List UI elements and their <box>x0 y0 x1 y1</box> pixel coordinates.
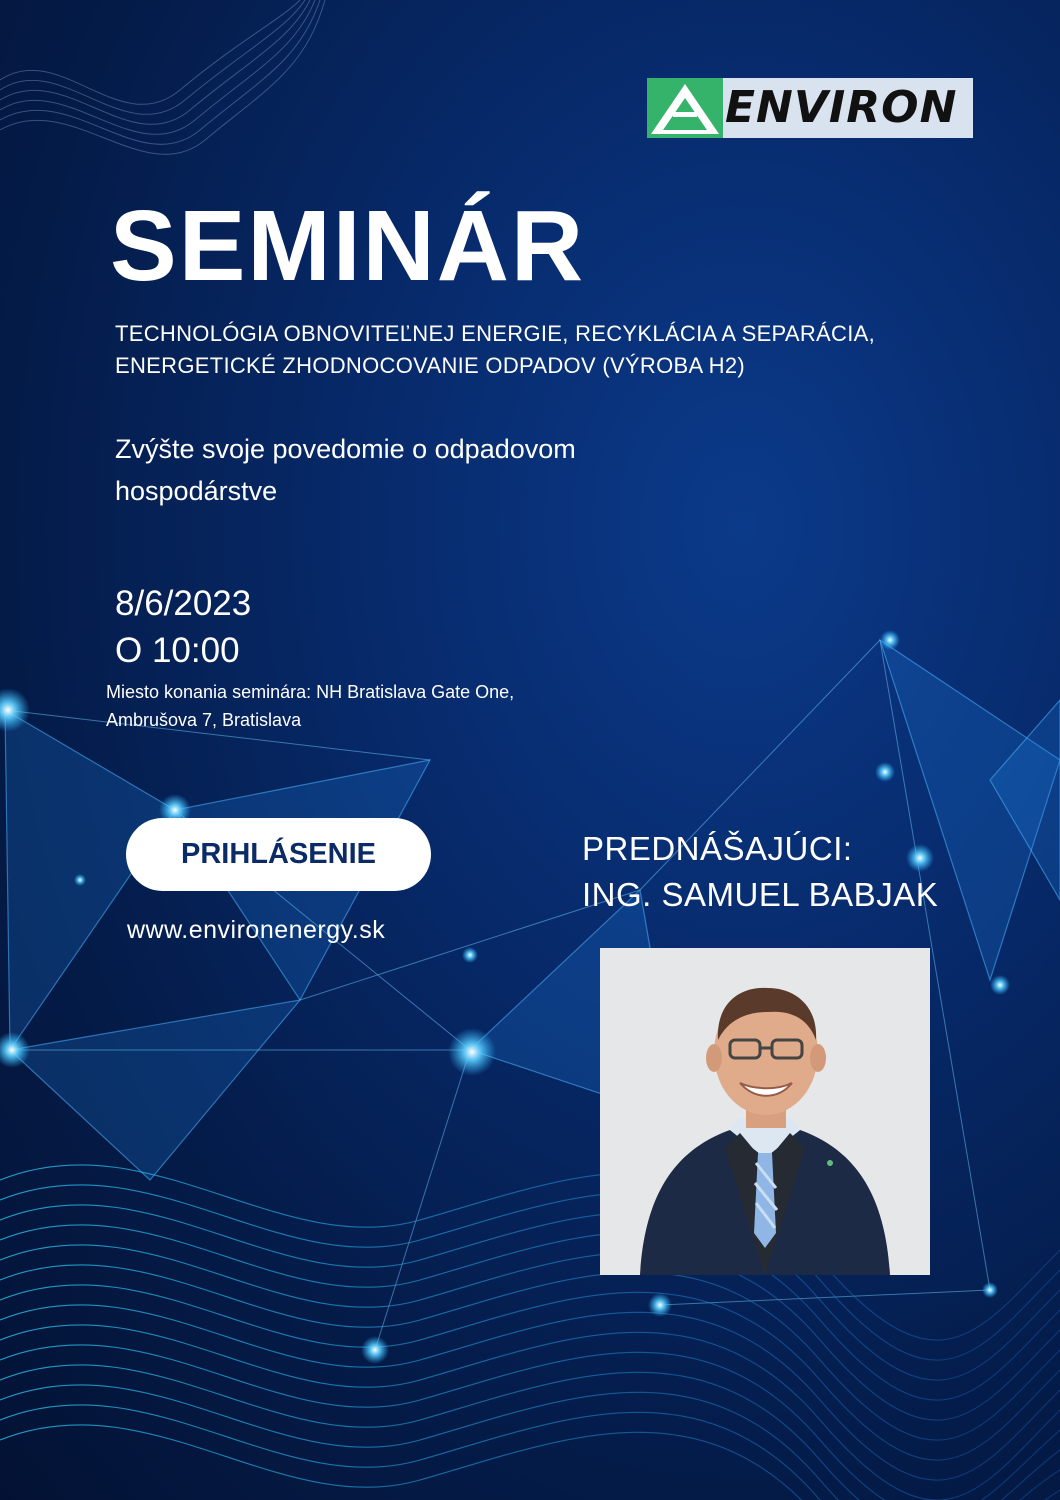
subtitle-line-1: TECHNOLÓGIA OBNOVITEĽNEJ ENERGIE, RECYKLÁCIA A SEPARÁCIA, <box>115 321 876 346</box>
speaker-portrait-illustration <box>600 948 930 1275</box>
seminar-subtitle <box>115 318 935 382</box>
logo-text: ENVIRON <box>725 82 958 133</box>
event-time: O 10:00 <box>115 631 240 670</box>
speaker-photo <box>600 948 930 1275</box>
event-venue <box>106 678 626 734</box>
tagline-line-2: hospodárstve <box>115 476 278 506</box>
venue-line-2: Ambrušova 7, Bratislava <box>106 710 302 730</box>
register-button[interactable]: PRIHLÁSENIE <box>126 818 431 891</box>
venue-line-1: Miesto konania seminára: NH Bratislava Gate One, <box>106 682 515 702</box>
environ-triangle-mark-icon <box>647 78 723 138</box>
environ-logo <box>647 78 973 138</box>
tagline-line-1: Zvýšte svoje povedomie o odpadovom <box>115 434 576 464</box>
speaker-name: ING. SAMUEL BABJAK <box>582 876 939 913</box>
subtitle-line-2: ENERGETICKÉ ZHODNOCOVANIE ODPADOV (VÝROBA H2) <box>115 353 746 378</box>
tagline <box>115 428 715 512</box>
event-date: 8/6/2023 <box>115 584 252 623</box>
website-link[interactable]: www.environenergy.sk <box>127 916 386 944</box>
page-title: SEMINÁR <box>110 190 586 302</box>
top-swirl-lines <box>0 0 325 154</box>
speaker-heading: PREDNÁŠAJÚCI: <box>582 830 853 867</box>
